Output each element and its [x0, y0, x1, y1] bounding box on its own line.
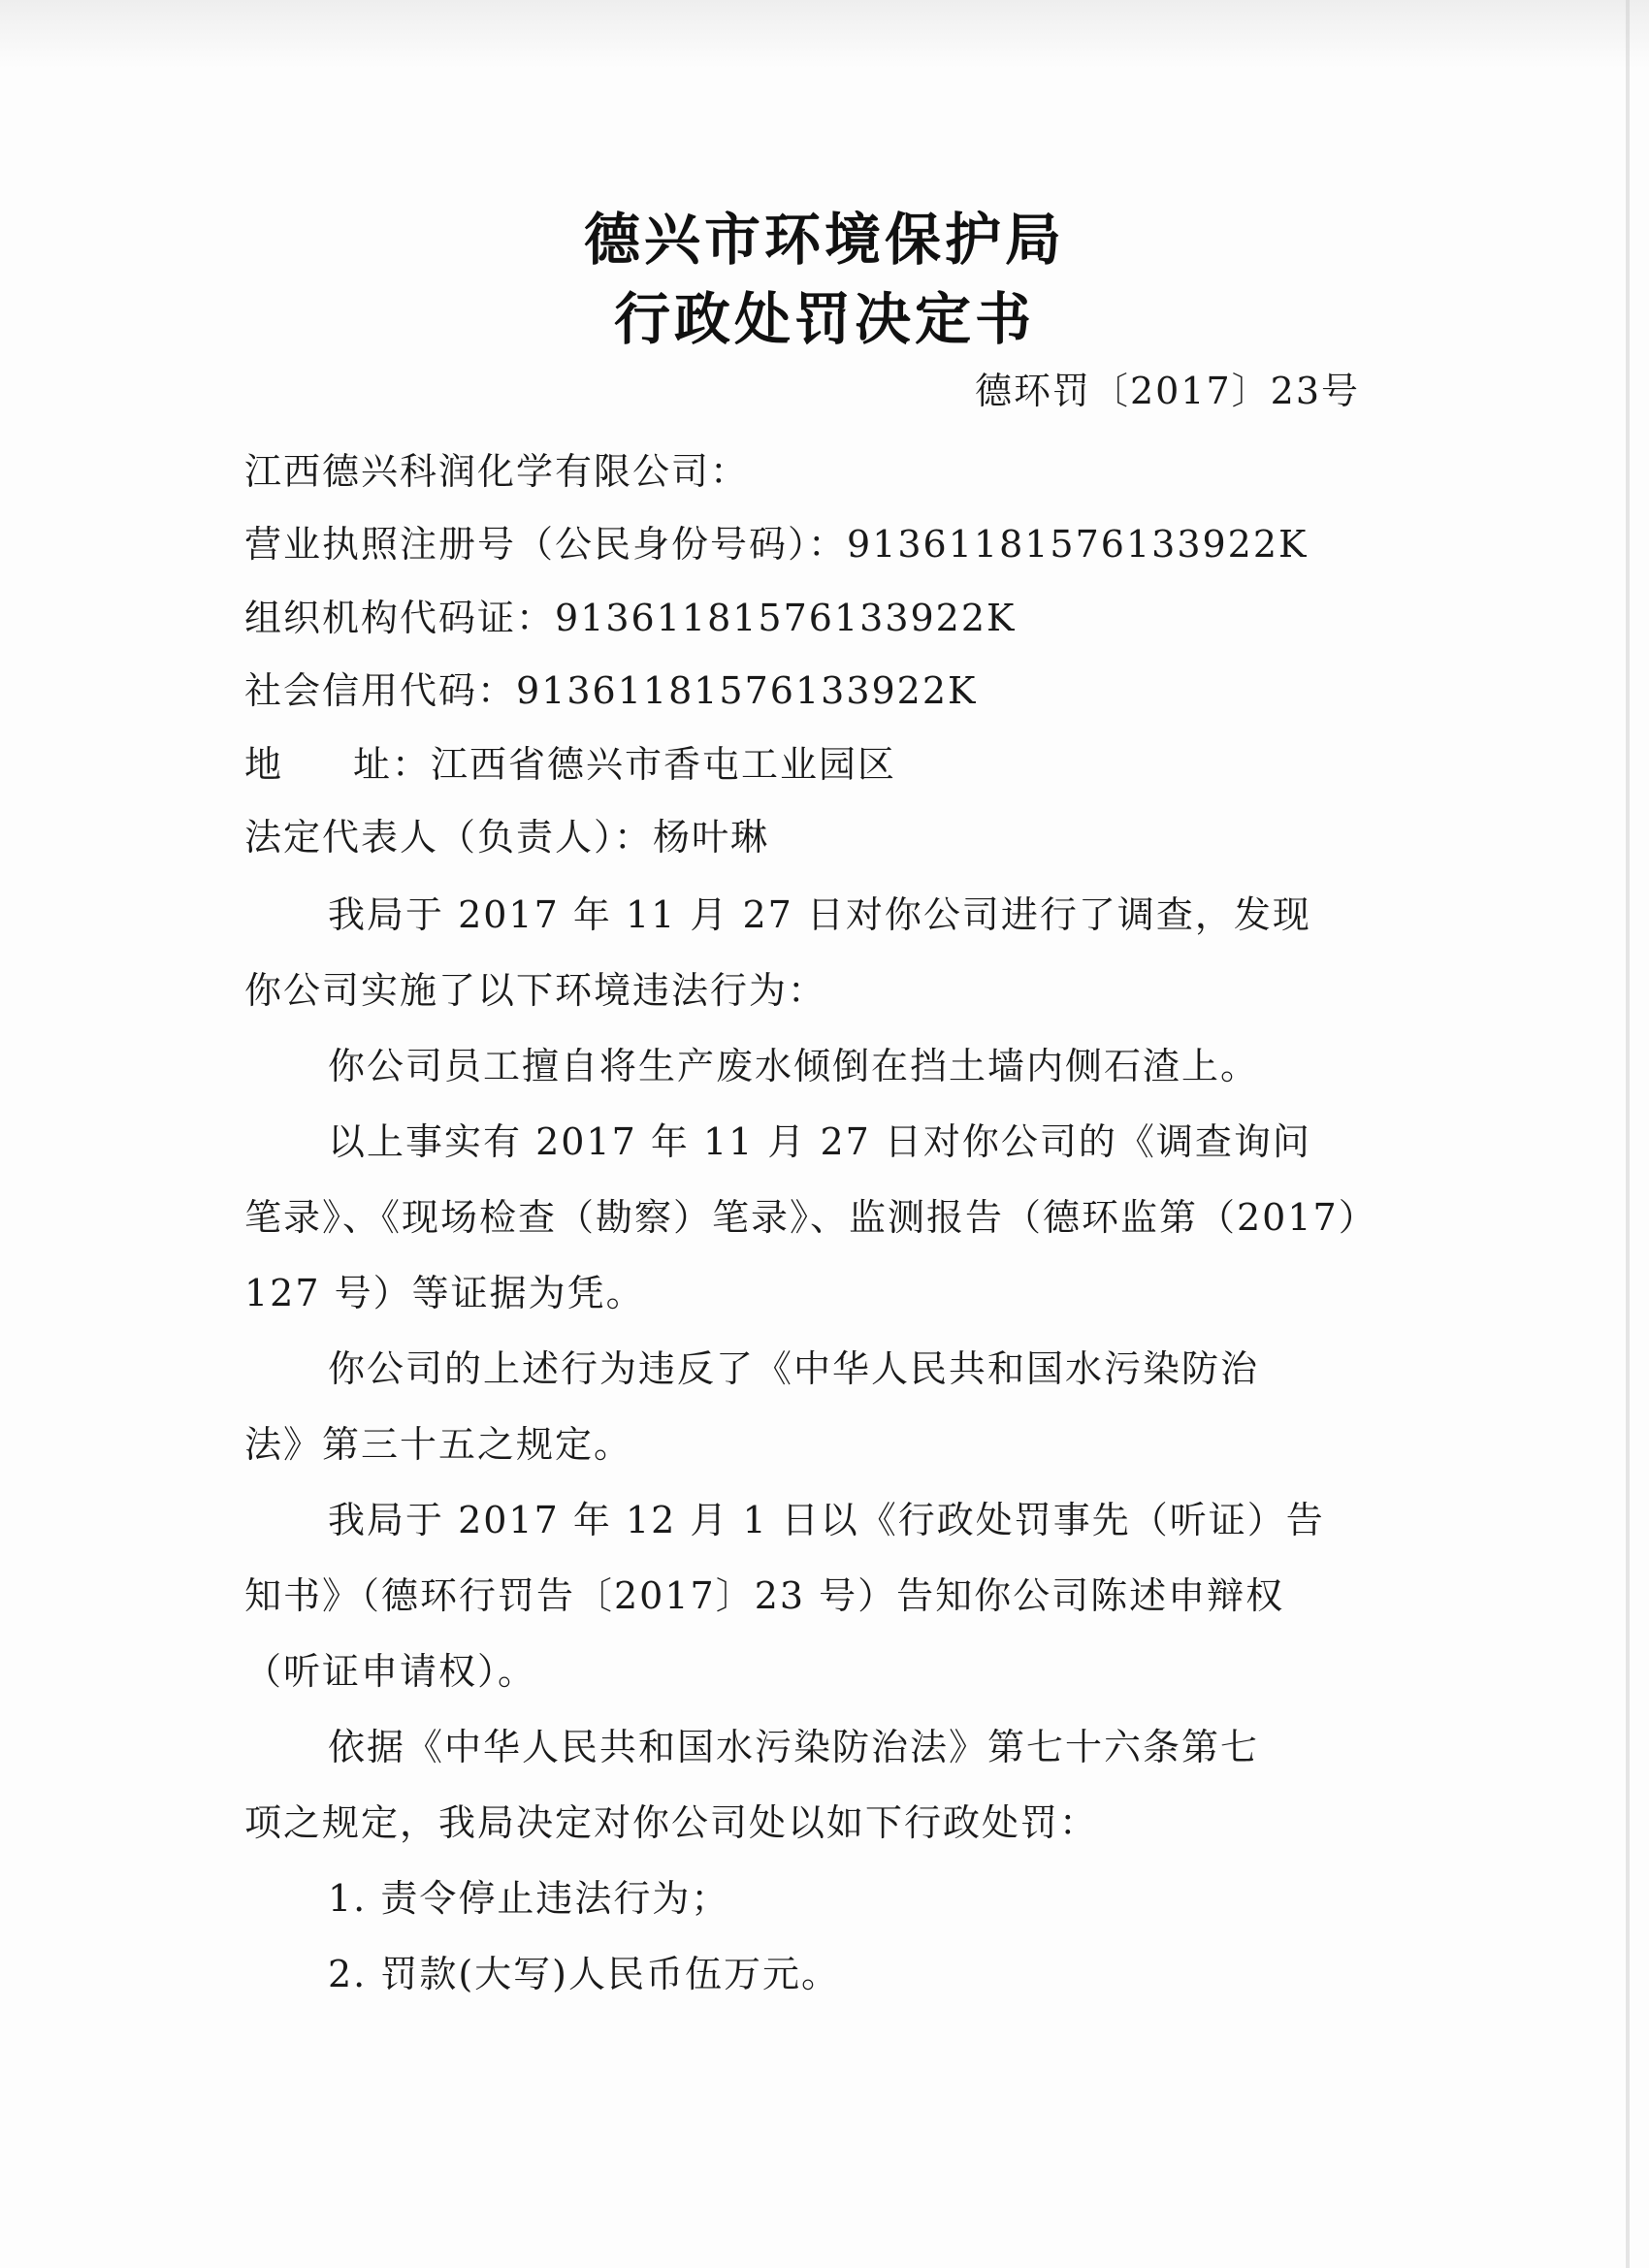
representative-line: [244, 807, 769, 860]
address-label-1: 地: [244, 743, 284, 786]
address-value: 江西省德兴市香屯工业园区: [431, 743, 897, 786]
body-line: 你公司员工擅自将生产废水倾倒在挡土墙内侧石渣上。: [328, 1045, 1260, 1087]
org-code-line: [244, 588, 1016, 641]
org-code-label: 组织机构代码证：: [244, 597, 556, 639]
license-value: 91361181576133922K: [847, 523, 1309, 566]
body-line: 我局于 2017 年 12 月 1 日以《行政处罚事先（听证）告: [328, 1499, 1325, 1541]
body-line: 依据《中华人民共和国水污染防治法》第七十六条第七: [328, 1726, 1260, 1768]
address-label-2: 址：: [353, 743, 432, 786]
body-line: 我局于 2017 年 11 月 27 日对你公司进行了调查，发现: [328, 893, 1311, 936]
org-code-value: 91361181576133922K: [555, 597, 1017, 639]
body-line: 知书》（德环行罚告〔2017〕23 号）告知你公司陈述申辩权: [244, 1574, 1285, 1617]
body-line: 你公司的上述行为违反了《中华人民共和国水污染防治: [328, 1347, 1260, 1390]
penalty-item: 1. 责令停止违法行为；: [328, 1877, 730, 1920]
credit-code-label: 社会信用代码：: [244, 669, 517, 712]
credit-code-value: 91361181576133922K: [516, 669, 978, 712]
license-label: 营业执照注册号（公民身份号码）：: [244, 523, 848, 566]
body-line: 笔录》、《现场检查（勘察）笔录》、监测报告（德环监第（2017）: [244, 1196, 1377, 1239]
credit-code-line: [244, 661, 977, 714]
address-line: [244, 734, 896, 788]
body-line: 项之规定，我局决定对你公司处以如下行政处罚：: [244, 1801, 1099, 1844]
rep-label: 法定代表人（负责人）：: [244, 816, 654, 859]
penalty-item: 2. 罚款(大写)人民币伍万元。: [328, 1953, 840, 1995]
body-line: （听证申请权）。: [244, 1650, 537, 1693]
company-name: 江西德兴科润化学有限公司：: [244, 450, 750, 493]
body-line: 法》第三十五之规定。: [244, 1423, 633, 1466]
doc-title: 行政处罚决定书: [613, 286, 1035, 352]
scan-shadow-top: [0, 0, 1649, 68]
org-title: 德兴市环境保护局: [583, 207, 1065, 273]
rep-value: 杨叶琳: [653, 816, 770, 859]
body-line: 127 号）等证据为凭。: [244, 1272, 645, 1314]
license-line: [244, 514, 1308, 567]
body-line: 以上事实有 2017 年 11 月 27 日对你公司的《调查询问: [328, 1120, 1311, 1163]
body-line: 你公司实施了以下环境违法行为：: [244, 969, 827, 1012]
doc-number: 德环罚〔2017〕23号: [974, 370, 1360, 412]
